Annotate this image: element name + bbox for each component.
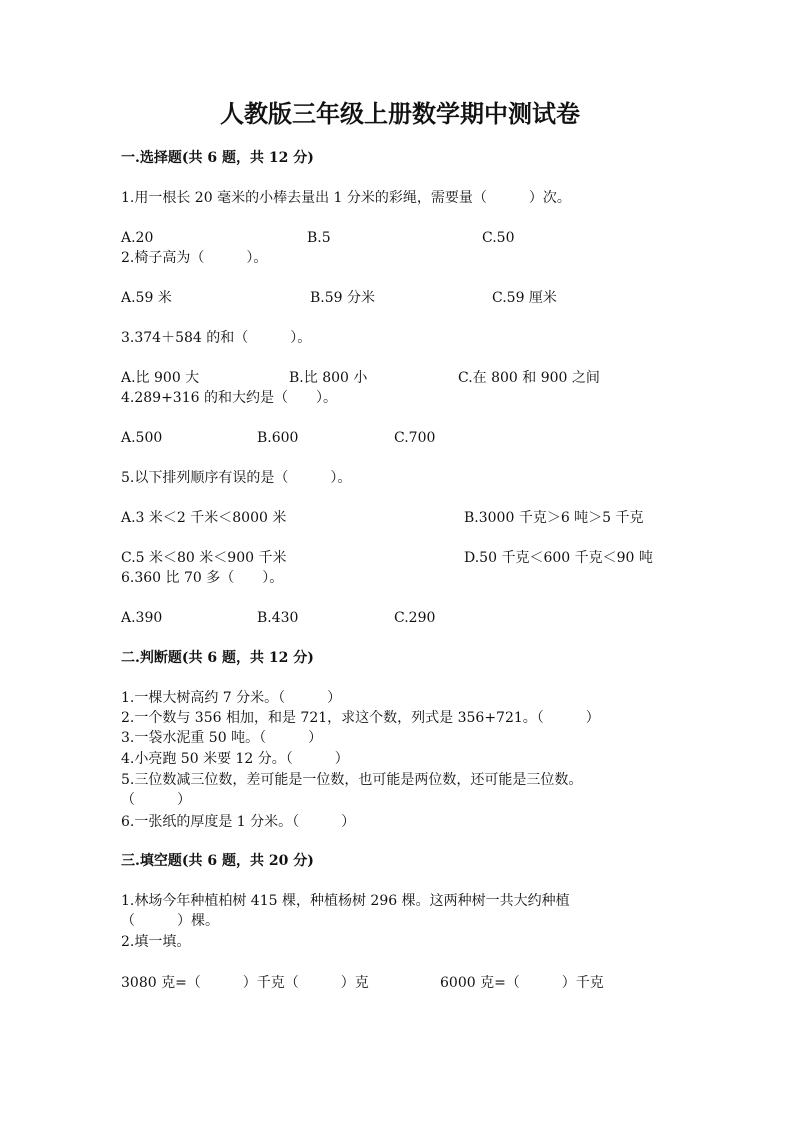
option-b: B.3000 千克＞6 吨＞5 千克 — [464, 510, 644, 526]
question-stem: （ ）棵。 — [121, 913, 219, 929]
question-stem: 1.林场今年种植柏树 415 棵，种植杨树 296 棵。这两种树一共大约种植 — [121, 893, 570, 909]
option-c: C.290 — [394, 610, 436, 626]
fill-blank: 6000 克=（ ）千克 — [440, 975, 604, 991]
question-stem: 5.以下排列顺序有误的是（ ）。 — [121, 470, 352, 486]
list-item: 6.一张纸的厚度是 1 分米。（ ） — [121, 814, 356, 830]
option-b: B.430 — [257, 610, 299, 626]
option-b: B.比 800 小 — [289, 370, 368, 386]
question-stem: 1.用一根长 20 毫米的小棒去量出 1 分米的彩绳，需要量（ ）次。 — [121, 190, 571, 206]
option-b: B.5 — [307, 230, 331, 246]
question-stem: 2.填一填。 — [121, 934, 191, 950]
fill-blank: 3080 克=（ ）千克（ ）克 — [121, 975, 369, 991]
list-item: 4.小亮跑 50 米要 12 分。（ ） — [121, 751, 349, 767]
option-d: D.50 千克＜600 千克＜90 吨 — [464, 550, 653, 566]
list-item: 3.一袋水泥重 50 吨。（ ） — [121, 730, 323, 746]
section-heading-judgement: 二.判断题(共 6 题，共 12 分) — [121, 650, 314, 666]
option-b: B.59 分米 — [310, 290, 376, 306]
option-c: C.700 — [394, 430, 436, 446]
list-item: 5.三位数减三位数，差可能是一位数，也可能是两位数，还可能是三位数。 — [121, 772, 583, 788]
section-heading-choice: 一.选择题(共 6 题，共 12 分) — [121, 150, 314, 166]
question-stem: 2.椅子高为（ ）。 — [121, 250, 268, 266]
option-c: C.59 厘米 — [492, 290, 557, 306]
list-item: （ ） — [121, 792, 191, 808]
option-a: A.390 — [121, 610, 163, 626]
option-c: C.在 800 和 900 之间 — [458, 370, 600, 386]
section-heading-fill-in: 三.填空题(共 6 题，共 20 分) — [121, 853, 314, 869]
option-c: C.5 米＜80 米＜900 千米 — [121, 550, 287, 566]
option-a: A.3 米＜2 千米＜8000 米 — [121, 510, 287, 526]
question-stem: 3.374＋584 的和（ ）。 — [121, 330, 312, 346]
page-title: 人教版三年级上册数学期中测试卷 — [220, 99, 580, 128]
list-item: 2.一个数与 356 相加，和是 721，求这个数，列式是 356+721。（ ） — [121, 710, 600, 726]
option-a: A.500 — [121, 430, 163, 446]
option-a: A.59 米 — [121, 290, 172, 306]
question-stem: 4.289+316 的和大约是（ ）。 — [121, 390, 337, 406]
option-a: A.比 900 大 — [121, 370, 200, 386]
option-c: C.50 — [482, 230, 515, 246]
question-stem: 6.360 比 70 多（ ）。 — [121, 570, 284, 586]
list-item: 1.一棵大树高约 7 分米。（ ） — [121, 690, 342, 706]
option-b: B.600 — [257, 430, 299, 446]
option-a: A.20 — [121, 230, 154, 246]
